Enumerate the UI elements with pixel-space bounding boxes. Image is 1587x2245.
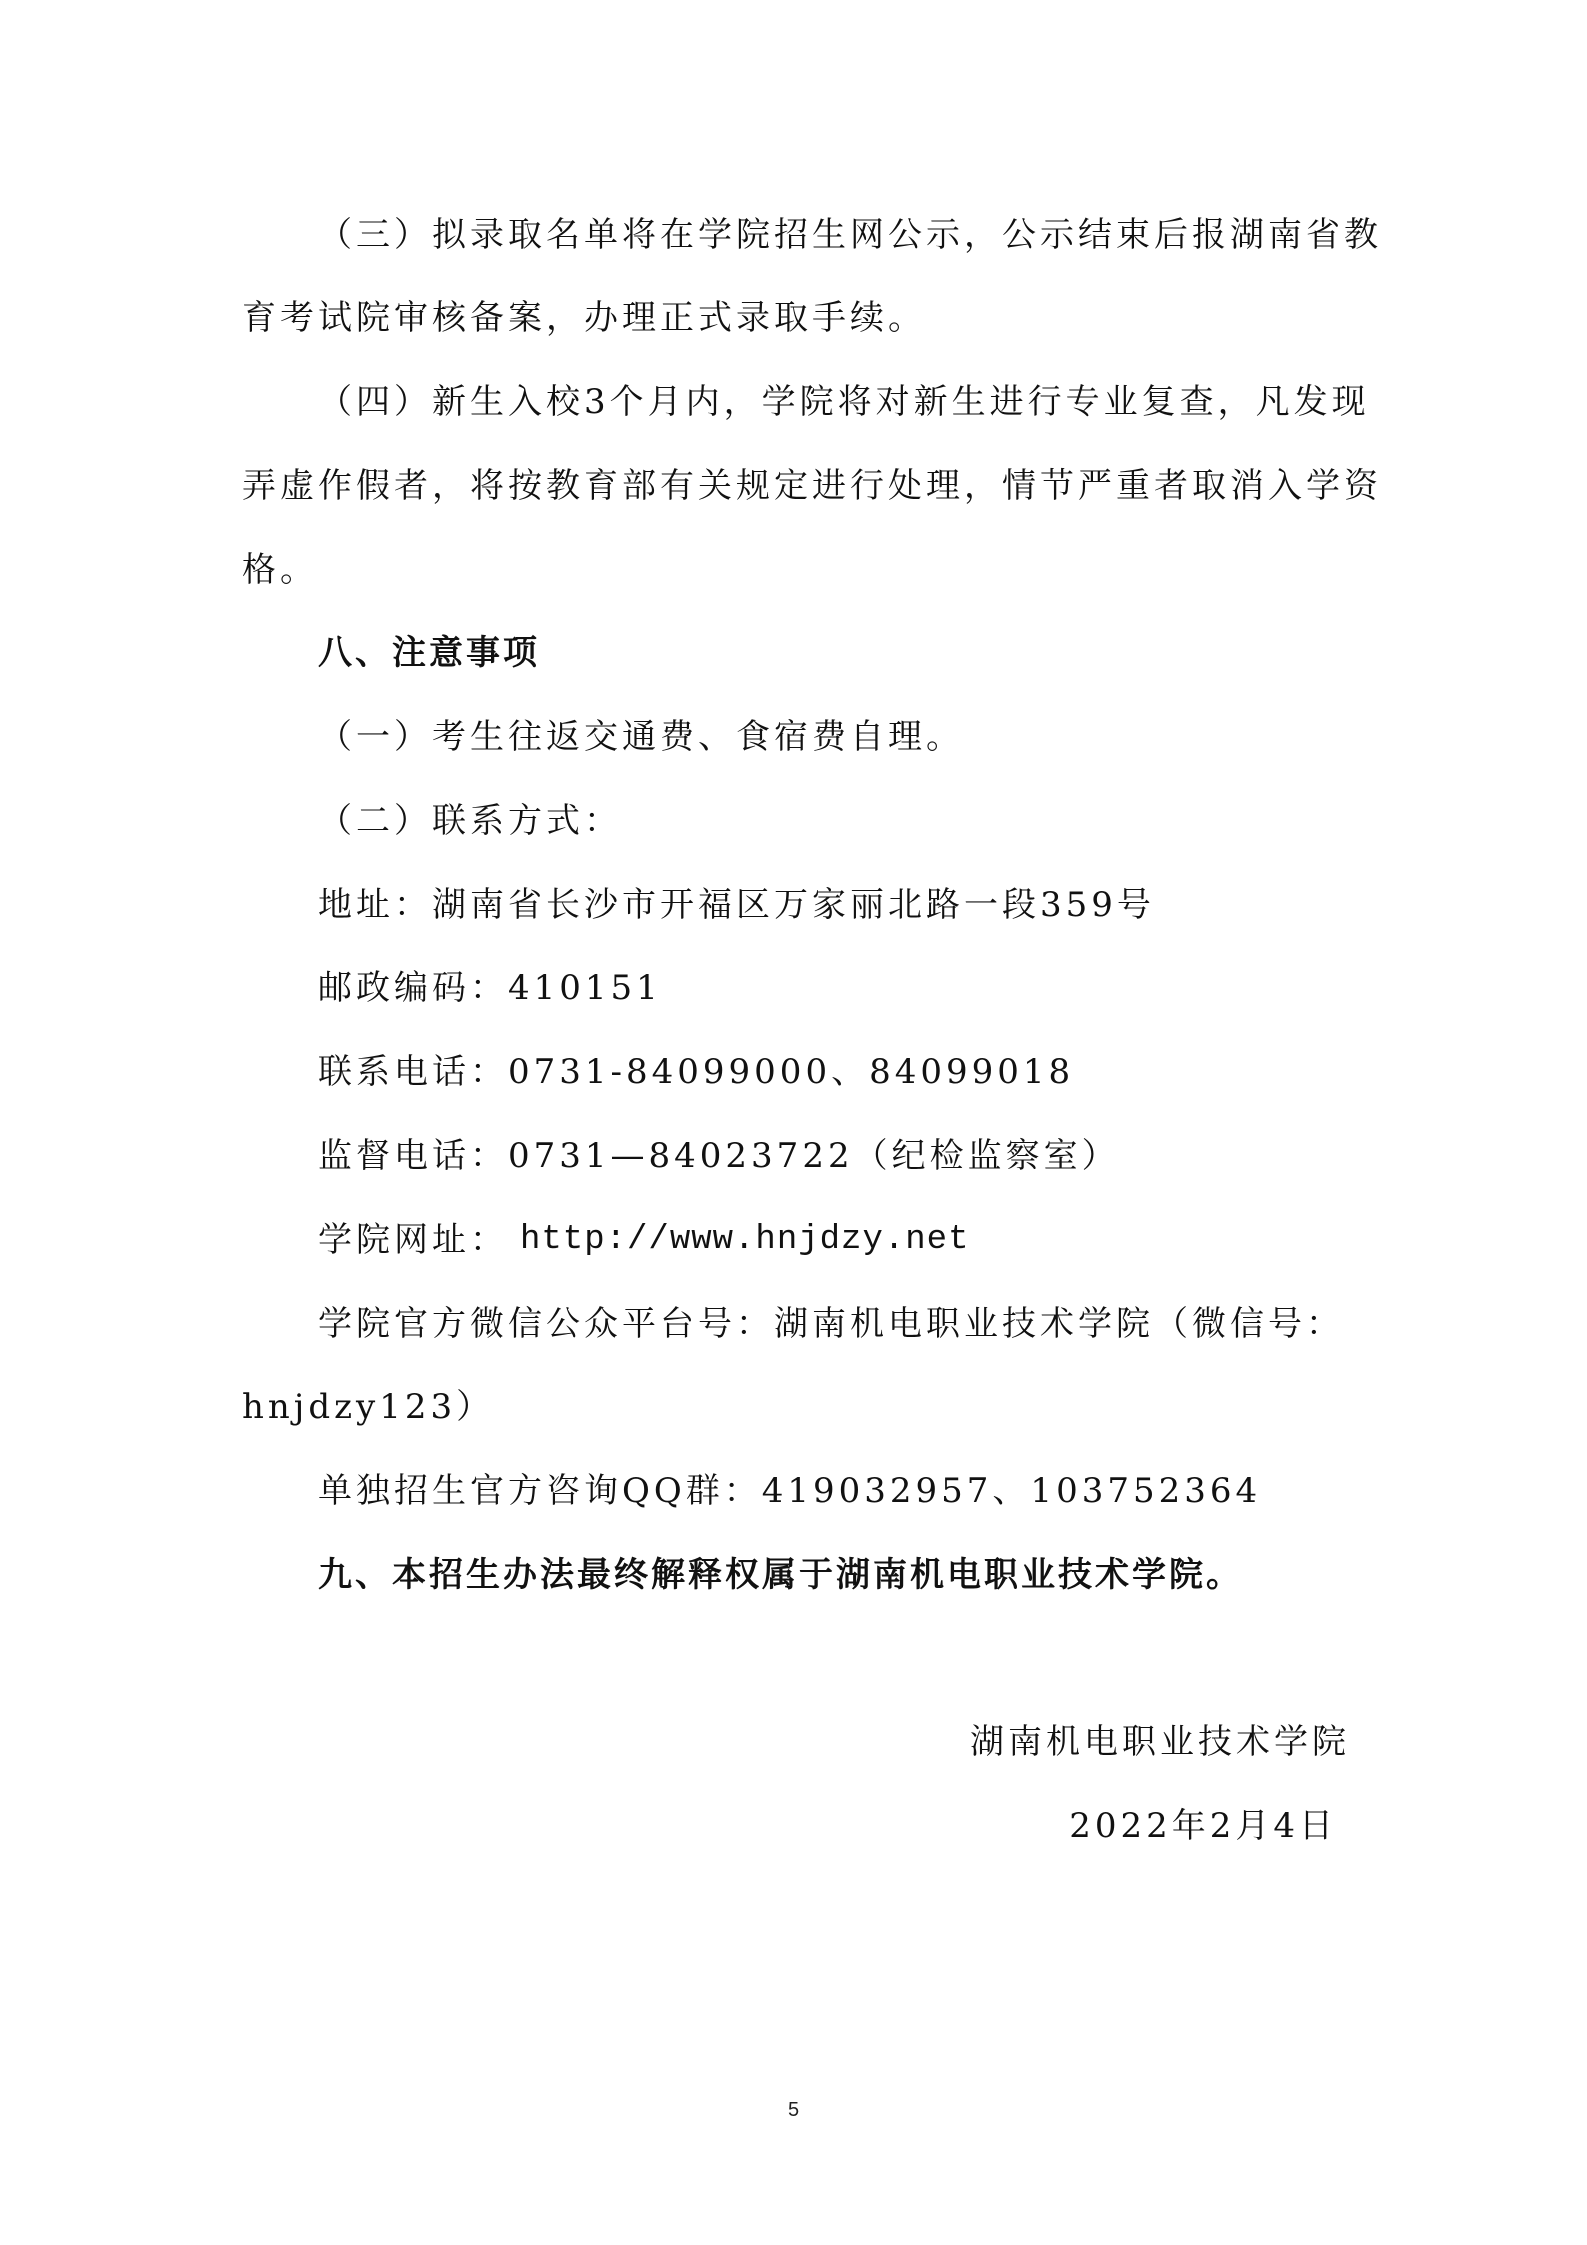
contact-wechat-line-1: 学院官方微信公众平台号：湖南机电职业技术学院（微信号： — [318, 1304, 1344, 1344]
contact-phone: 联系电话：0731-84099000、84099018 — [318, 1052, 1075, 1092]
contact-supervision-phone: 监督电话：0731—84023722（纪检监察室） — [318, 1136, 1120, 1176]
section-9-statement: 九、本招生办法最终解释权属于湖南机电职业技术学院。 — [318, 1555, 1243, 1595]
paragraph-4-line-1: （四）新生入校3个月内，学院将对新生进行专业复查，凡发现 — [318, 382, 1370, 422]
contact-address: 地址：湖南省长沙市开福区万家丽北路一段359号 — [318, 885, 1155, 925]
signature-organization: 湖南机电职业技术学院 — [970, 1722, 1350, 1762]
contact-postal-code: 邮政编码：410151 — [318, 968, 662, 1008]
paragraph-3-line-1: （三）拟录取名单将在学院招生网公示，公示结束后报湖南省教 — [318, 215, 1382, 255]
contact-website-label: 学院网址： — [318, 1220, 508, 1260]
paragraph-3-line-2: 育考试院审核备案，办理正式录取手续。 — [242, 298, 926, 338]
section-8-heading: 八、注意事项 — [318, 633, 540, 673]
signature-date: 2022年2月4日 — [1069, 1806, 1337, 1846]
paragraph-4-line-3: 格。 — [242, 550, 318, 590]
contact-website-link[interactable]: http://www.hnjdzy.net — [520, 1221, 970, 1259]
page-number: 5 — [787, 2099, 800, 2121]
note-contact-heading: （二）联系方式： — [318, 801, 622, 841]
paragraph-4-line-2: 弄虚作假者，将按教育部有关规定进行处理，情节严重者取消入学资 — [242, 466, 1382, 506]
contact-wechat-line-2: hnjdzy123） — [242, 1387, 495, 1427]
contact-qq-groups: 单独招生官方咨询QQ群：419032957、103752364 — [318, 1471, 1262, 1511]
note-travel-expenses: （一）考生往返交通费、食宿费自理。 — [318, 717, 964, 757]
